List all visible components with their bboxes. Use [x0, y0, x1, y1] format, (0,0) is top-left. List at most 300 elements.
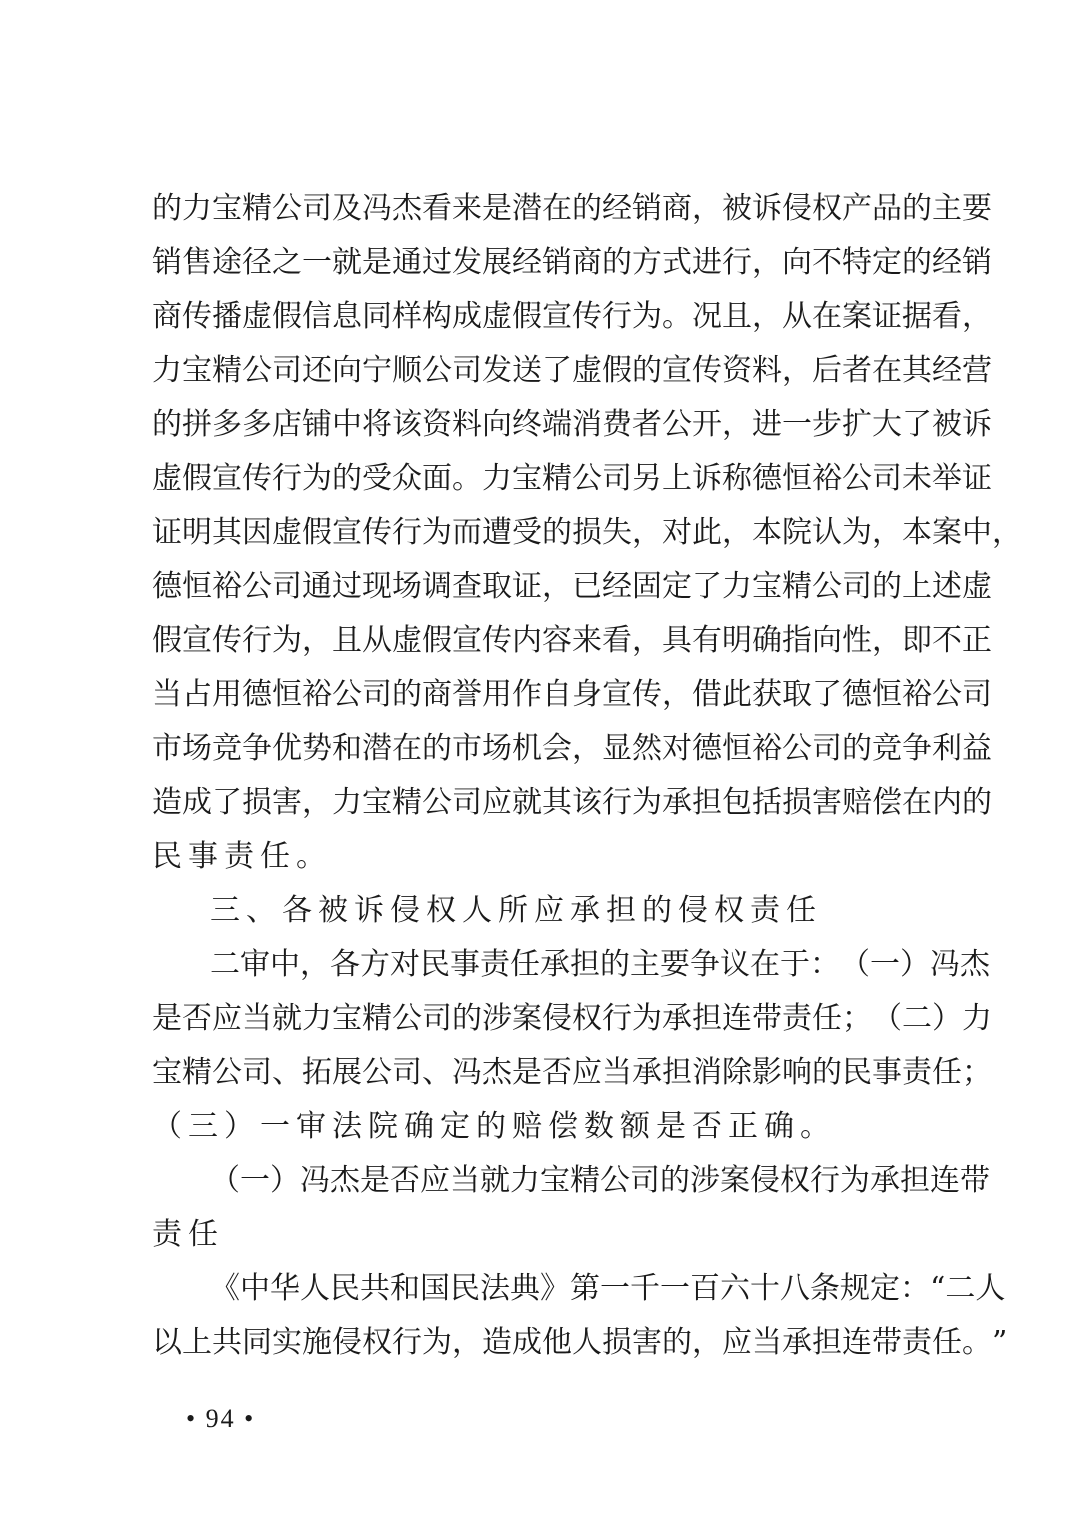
text-glyph: 杰 — [330, 1163, 360, 1198]
text-glyph: 为 — [632, 785, 662, 820]
text-glyph: 明 — [722, 623, 752, 658]
text-glyph: 责 — [480, 947, 510, 982]
text-glyph: 主 — [932, 191, 962, 226]
text-glyph: 的 — [632, 353, 662, 388]
text-glyph: 民 — [420, 947, 450, 982]
text-glyph: 损 — [242, 785, 272, 820]
text-glyph: 司 — [872, 461, 902, 496]
text-glyph: 案 — [932, 515, 962, 550]
text-glyph: 是 — [362, 245, 392, 280]
text-glyph: 方 — [360, 947, 390, 982]
text-glyph: 益 — [962, 731, 992, 766]
text-glyph: 司 — [242, 1055, 272, 1090]
text-glyph: 二 — [902, 1001, 932, 1036]
text-glyph: 式 — [662, 245, 692, 280]
text-glyph: 行 — [272, 461, 302, 496]
text-glyph: 的 — [812, 1055, 842, 1090]
text-glyph: 证 — [962, 461, 992, 496]
text-glyph: 公 — [422, 353, 452, 388]
text-glyph: 的 — [152, 407, 182, 442]
text-glyph: 于 — [780, 947, 810, 982]
text-glyph: ， — [572, 731, 602, 766]
text-glyph: 来 — [452, 191, 482, 226]
text-glyph: 除 — [722, 1055, 752, 1090]
text-glyph: 一 — [240, 1163, 270, 1198]
text-glyph: 遭 — [482, 515, 512, 550]
text-glyph: 精 — [782, 569, 812, 604]
text-glyph: 否 — [542, 1055, 572, 1090]
text-glyph: 不 — [812, 245, 842, 280]
text-glyph: 产 — [842, 191, 872, 226]
text-glyph: 拼 — [182, 407, 212, 442]
text-glyph: 偿 — [872, 785, 902, 820]
text-glyph: 宝 — [752, 569, 782, 604]
text-glyph: 损 — [782, 785, 812, 820]
text-glyph: 虚 — [392, 623, 422, 658]
text-glyph: 在 — [542, 191, 572, 226]
text-glyph: 主 — [630, 947, 660, 982]
text-glyph: 此 — [692, 515, 722, 550]
text-glyph: 优 — [272, 731, 302, 766]
text-glyph: 施 — [302, 1325, 332, 1360]
text-glyph: 向 — [332, 353, 362, 388]
text-glyph: 传 — [182, 299, 212, 334]
text-glyph: 恒 — [722, 731, 752, 766]
text-glyph: 各 — [330, 947, 360, 982]
text-glyph: 宣 — [542, 299, 572, 334]
text-glyph: 将 — [362, 407, 392, 442]
text-glyph: 是 — [360, 1163, 390, 1198]
text-glyph: 借 — [692, 677, 722, 712]
text-glyph: 当 — [242, 1001, 272, 1036]
text-glyph: 就 — [512, 785, 542, 820]
text-glyph: 司 — [962, 677, 992, 712]
text-glyph: 实 — [272, 1325, 302, 1360]
text-glyph: 宣 — [332, 515, 362, 550]
text-glyph: 的 — [902, 245, 932, 280]
text-glyph: 杰 — [392, 191, 422, 226]
text-glyph: 内 — [512, 623, 542, 658]
text-glyph: 料 — [452, 407, 482, 442]
text-glyph: 的 — [662, 1325, 692, 1360]
text-glyph: 宣 — [212, 461, 242, 496]
text-glyph: 了 — [902, 407, 932, 442]
text-glyph: 店 — [272, 407, 302, 442]
text-glyph: 以 — [152, 1325, 182, 1360]
text-glyph: ， — [632, 623, 662, 658]
text-glyph: 送 — [512, 353, 542, 388]
text-glyph: 是 — [482, 191, 512, 226]
text-glyph: 息 — [332, 299, 362, 334]
text-glyph: 争 — [902, 731, 932, 766]
text-glyph: 恒 — [182, 569, 212, 604]
text-glyph: 对 — [662, 515, 692, 550]
text-glyph: 经 — [602, 569, 632, 604]
text-glyph: 宣 — [182, 623, 212, 658]
text-glyph: 利 — [932, 731, 962, 766]
text-glyph: 场 — [392, 569, 422, 604]
text-glyph: ” — [992, 1325, 1008, 1360]
text-glyph: 且 — [332, 623, 362, 658]
text-glyph: 受 — [512, 515, 542, 550]
text-glyph: 同 — [362, 299, 392, 334]
text-glyph: 在 — [902, 785, 932, 820]
text-glyph: 传 — [692, 353, 722, 388]
text-glyph: 审 — [240, 947, 270, 982]
text-glyph: 司 — [302, 191, 332, 226]
text-glyph: 该 — [572, 785, 602, 820]
text-glyph: 行 — [242, 623, 272, 658]
text-glyph: 公 — [422, 785, 452, 820]
text-glyph: 向 — [482, 407, 512, 442]
text-glyph: 向 — [782, 245, 812, 280]
text-glyph: 拓 — [302, 1055, 332, 1090]
text-glyph: 公 — [362, 1055, 392, 1090]
text-glyph: 共 — [360, 1271, 390, 1306]
text-glyph: 假 — [272, 299, 302, 334]
text-glyph: 责 — [782, 1001, 812, 1036]
text-glyph: 营 — [962, 353, 992, 388]
text-glyph: 另 — [632, 461, 662, 496]
text-glyph: 者 — [842, 353, 872, 388]
text-glyph: 展 — [482, 245, 512, 280]
text-glyph: 而 — [452, 515, 482, 550]
text-glyph: 开 — [692, 407, 722, 442]
text-glyph: 应 — [420, 1163, 450, 1198]
text-line — [152, 567, 992, 607]
text-glyph: 步 — [812, 407, 842, 442]
text-glyph: 品 — [872, 191, 902, 226]
text-glyph: ， — [782, 353, 812, 388]
text-glyph: 为 — [272, 623, 302, 658]
text-glyph: 经 — [932, 245, 962, 280]
text-glyph: 行 — [810, 1163, 840, 1198]
text-line — [152, 513, 1022, 553]
text-glyph: 争 — [242, 731, 272, 766]
text-glyph: 显 — [602, 731, 632, 766]
text-glyph: 宝 — [332, 1001, 362, 1036]
text-glyph: 特 — [842, 245, 872, 280]
text-glyph: 有 — [692, 623, 722, 658]
text-glyph: 的 — [152, 191, 182, 226]
text-glyph: 宝 — [362, 785, 392, 820]
text-glyph: 冯 — [452, 1055, 482, 1090]
text-glyph: （ — [210, 1163, 240, 1198]
text-line — [152, 297, 992, 337]
text-glyph: 承 — [662, 1001, 692, 1036]
text-glyph: 权 — [362, 1325, 392, 1360]
text-glyph: 任 — [932, 1325, 962, 1360]
page-number: • 94 • — [186, 1404, 256, 1433]
text-glyph: 力 — [182, 191, 212, 226]
text-glyph: 力 — [510, 1163, 540, 1198]
text-glyph: 潜 — [512, 191, 542, 226]
text-glyph: 的 — [332, 461, 362, 496]
text-glyph: 播 — [212, 299, 242, 334]
text-glyph: 上 — [902, 569, 932, 604]
text-glyph: 诉 — [692, 461, 722, 496]
text-glyph: 费 — [602, 407, 632, 442]
text-glyph: 裕 — [302, 677, 332, 712]
text-glyph: 举 — [932, 461, 962, 496]
text-glyph: 会 — [542, 731, 572, 766]
text-glyph: 侵 — [332, 1325, 362, 1360]
text-glyph: 的 — [872, 569, 902, 604]
text-glyph: 假 — [602, 353, 632, 388]
text-glyph: 公 — [662, 407, 692, 442]
text-glyph: 因 — [242, 515, 272, 550]
text-glyph: 冯 — [300, 1163, 330, 1198]
text-glyph: 宣 — [662, 353, 692, 388]
text-glyph: 人 — [975, 1271, 1006, 1306]
text-glyph: 定 — [870, 1271, 900, 1306]
text-glyph: 要 — [660, 947, 690, 982]
text-glyph: 内 — [932, 785, 962, 820]
text-glyph: 。 — [452, 461, 482, 496]
text-glyph: 当 — [450, 1163, 480, 1198]
text-glyph: 虚 — [152, 461, 182, 496]
text-glyph: （ — [872, 1001, 902, 1036]
text-glyph: 的 — [602, 245, 632, 280]
text-glyph: 公 — [212, 1055, 242, 1090]
text-glyph: 承 — [782, 1325, 812, 1360]
text-glyph: 任 — [812, 1001, 842, 1036]
text-glyph: 向 — [812, 623, 842, 658]
text-glyph: 宝 — [512, 461, 542, 496]
text-glyph: 其 — [902, 353, 932, 388]
text-glyph: 冯 — [362, 191, 392, 226]
text-glyph: 》 — [540, 1271, 570, 1306]
text-glyph: 被 — [722, 191, 752, 226]
text-glyph: 带 — [872, 1325, 902, 1360]
text-glyph: 带 — [960, 1163, 990, 1198]
text-glyph: 括 — [752, 785, 782, 820]
text-glyph: 行 — [392, 1325, 422, 1360]
text-glyph: 责 — [902, 1325, 932, 1360]
text-glyph: 承 — [540, 947, 570, 982]
text-glyph: 经 — [932, 353, 962, 388]
text-glyph: 恒 — [782, 461, 812, 496]
text-glyph: 从 — [362, 623, 392, 658]
text-glyph: 人 — [300, 1271, 330, 1306]
text-glyph: 宝 — [212, 191, 242, 226]
text-glyph: 案 — [720, 1163, 750, 1198]
text-glyph: 为 — [840, 1163, 870, 1198]
text-glyph: 包 — [722, 785, 752, 820]
text-glyph: 人 — [572, 1325, 602, 1360]
text-glyph: 典 — [510, 1271, 540, 1306]
text-glyph: 商 — [152, 299, 182, 334]
text-glyph: 精 — [242, 191, 272, 226]
text-glyph: 公 — [242, 353, 272, 388]
text-glyph: 承 — [662, 785, 692, 820]
text-glyph: 就 — [480, 1163, 510, 1198]
text-glyph: 为 — [302, 461, 332, 496]
text-glyph: 损 — [572, 515, 602, 550]
text-glyph: 害 — [812, 785, 842, 820]
text-glyph: 终 — [512, 407, 542, 442]
text-glyph: 的 — [452, 1001, 482, 1036]
text-glyph: 德 — [152, 569, 182, 604]
text-glyph: 被 — [932, 407, 962, 442]
text-glyph: 华 — [270, 1271, 300, 1306]
text-glyph: 方 — [632, 245, 662, 280]
text-glyph: 司 — [452, 353, 482, 388]
text-glyph: 顺 — [392, 353, 422, 388]
text-line: 民事责任。 — [152, 839, 332, 874]
text-glyph: 造 — [482, 1325, 512, 1360]
text-glyph: 途 — [212, 245, 242, 280]
text-glyph: 正 — [962, 623, 992, 658]
text-line — [152, 1053, 992, 1093]
text-glyph: 侵 — [542, 1001, 572, 1036]
text-glyph: 假 — [152, 623, 182, 658]
text-glyph: 力 — [302, 1001, 332, 1036]
text-glyph: 不 — [932, 623, 962, 658]
text-line — [152, 675, 992, 715]
text-glyph: 法 — [480, 1271, 510, 1306]
text-glyph: 涉 — [690, 1163, 720, 1198]
text-glyph: 的 — [660, 1163, 690, 1198]
text-glyph: 十 — [750, 1271, 780, 1306]
text-glyph: 认 — [812, 515, 842, 550]
text-glyph: 连 — [930, 1163, 960, 1198]
text-glyph: 精 — [362, 1001, 392, 1036]
text-glyph: 资 — [422, 407, 452, 442]
text-glyph: 当 — [752, 1325, 782, 1360]
text-glyph: 机 — [512, 731, 542, 766]
text-glyph: 场 — [482, 731, 512, 766]
text-glyph: 通 — [392, 245, 422, 280]
text-glyph: 司 — [842, 569, 872, 604]
text-glyph: 者 — [632, 407, 662, 442]
text-glyph: 否 — [182, 1001, 212, 1036]
text-glyph: 恒 — [272, 677, 302, 712]
text-glyph: 司 — [392, 1055, 422, 1090]
text-glyph: 公 — [242, 569, 272, 604]
text-glyph: 端 — [542, 407, 572, 442]
text-glyph: 商 — [422, 677, 452, 712]
text-glyph: 宝 — [182, 353, 212, 388]
text-glyph: ， — [302, 623, 332, 658]
text-glyph: 责 — [902, 1055, 932, 1090]
text-glyph: 誉 — [452, 677, 482, 712]
text-glyph: 通 — [302, 569, 332, 604]
text-glyph: 共 — [212, 1325, 242, 1360]
text-glyph: 固 — [632, 569, 662, 604]
text-line — [152, 189, 992, 229]
text-glyph: 条 — [810, 1271, 840, 1306]
text-glyph: ， — [992, 515, 1022, 550]
text-glyph: 同 — [242, 1325, 272, 1360]
text-glyph: 对 — [662, 731, 692, 766]
text-glyph: 《 — [210, 1271, 240, 1306]
text-glyph: ， — [302, 785, 332, 820]
text-glyph: 的 — [572, 191, 602, 226]
text-glyph: 具 — [662, 623, 692, 658]
text-glyph: 假 — [422, 623, 452, 658]
text-glyph: 民 — [330, 1271, 360, 1306]
text-glyph: 应 — [722, 1325, 752, 1360]
text-glyph: 宣 — [452, 623, 482, 658]
text-glyph: 司 — [630, 1163, 660, 1198]
text-glyph: 上 — [662, 461, 692, 496]
text-glyph: 性 — [842, 623, 872, 658]
text-glyph: 公 — [272, 191, 302, 226]
text-glyph: 对 — [390, 947, 420, 982]
text-glyph: 一 — [302, 245, 332, 280]
text-glyph: ， — [300, 947, 330, 982]
text-glyph: 连 — [842, 1325, 872, 1360]
text-glyph: 消 — [692, 1055, 722, 1090]
text-glyph: 之 — [272, 245, 302, 280]
text-glyph: 进 — [692, 245, 722, 280]
text-glyph: 市 — [452, 731, 482, 766]
text-glyph: 发 — [452, 245, 482, 280]
text-glyph: ： — [810, 947, 840, 982]
text-glyph: 多 — [242, 407, 272, 442]
subsection-heading: 责任 — [152, 1217, 224, 1252]
section-heading: 三、各被诉侵权人所应承担的侵权责任 — [210, 893, 822, 928]
text-glyph: 公 — [332, 677, 362, 712]
text-glyph: 、 — [272, 1055, 302, 1090]
text-line — [152, 1323, 1008, 1363]
text-glyph: 面 — [422, 461, 452, 496]
text-glyph: 一 — [782, 407, 812, 442]
text-glyph: 带 — [752, 1001, 782, 1036]
text-glyph: 侵 — [750, 1163, 780, 1198]
text-glyph: 传 — [212, 623, 242, 658]
text-glyph: ； — [962, 1055, 992, 1090]
text-glyph: 售 — [182, 245, 212, 280]
text-glyph: 经 — [512, 245, 542, 280]
text-glyph: 担 — [662, 1055, 692, 1090]
text-glyph: 虚 — [962, 569, 992, 604]
text-glyph: 现 — [362, 569, 392, 604]
text-glyph: 响 — [782, 1055, 812, 1090]
text-glyph: 传 — [242, 461, 272, 496]
text-glyph: ） — [270, 1163, 300, 1198]
text-glyph: 事 — [872, 1055, 902, 1090]
text-glyph: 公 — [932, 677, 962, 712]
text-glyph: 裕 — [902, 677, 932, 712]
text-glyph: 承 — [870, 1163, 900, 1198]
text-glyph: ， — [692, 191, 722, 226]
text-glyph: 的 — [962, 785, 992, 820]
text-glyph: 查 — [452, 569, 482, 604]
text-glyph: 第 — [570, 1271, 600, 1306]
text-glyph: 销 — [152, 245, 182, 280]
text-glyph: 害 — [272, 785, 302, 820]
text-glyph: 调 — [422, 569, 452, 604]
text-glyph: “ — [930, 1271, 946, 1306]
text-glyph: 来 — [572, 623, 602, 658]
text-glyph: 过 — [332, 569, 362, 604]
text-glyph: ， — [632, 515, 662, 550]
text-glyph: 及 — [332, 191, 362, 226]
text-glyph: 在 — [392, 731, 422, 766]
text-glyph: 假 — [302, 515, 332, 550]
text-glyph: 称 — [722, 461, 752, 496]
text-glyph: 裕 — [812, 461, 842, 496]
text-glyph: 消 — [572, 407, 602, 442]
text-glyph: 他 — [542, 1325, 572, 1360]
text-glyph: 承 — [632, 1055, 662, 1090]
text-glyph: 应 — [212, 1001, 242, 1036]
text-glyph: 在 — [872, 353, 902, 388]
text-glyph: 百 — [690, 1271, 720, 1306]
text-glyph: 身 — [572, 677, 602, 712]
